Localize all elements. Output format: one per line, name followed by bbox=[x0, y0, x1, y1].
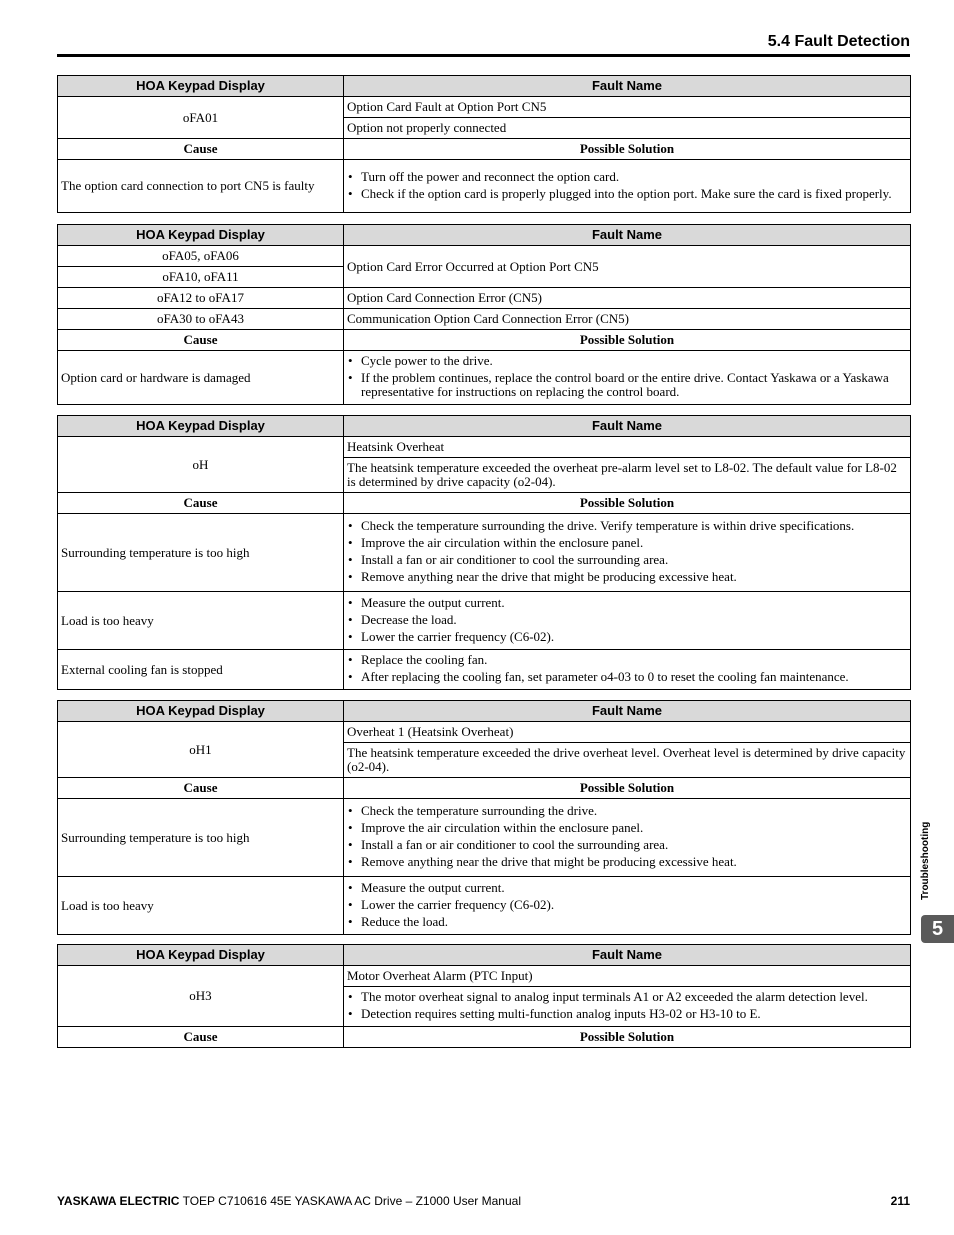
section-title: 5.4 Fault Detection bbox=[767, 33, 910, 50]
keypad-display-code: oFA12 to oFA17 bbox=[58, 288, 344, 309]
keypad-display-code: oFA05, oFA06 bbox=[58, 246, 344, 267]
solution-item: • Cycle power to the drive. bbox=[347, 354, 907, 368]
solution-item: • Remove anything near the drive that might be producing excessive heat. bbox=[347, 855, 907, 869]
fault-name: Communication Option Card Connection Error (CN5) bbox=[344, 309, 911, 330]
header-hoa-keypad-display: HOA Keypad Display bbox=[58, 416, 344, 437]
cause-text: Surrounding temperature is too high bbox=[58, 799, 344, 877]
header-hoa-keypad-display: HOA Keypad Display bbox=[58, 701, 344, 722]
header-fault-name: Fault Name bbox=[344, 945, 911, 966]
cause-text: Load is too heavy bbox=[58, 877, 344, 935]
header-possible-solution: Possible Solution bbox=[344, 1027, 911, 1048]
header-rule bbox=[57, 54, 910, 57]
solution-item: • If the problem continues, replace the control board or the entire drive. Contact Yaskawa or a Yaskawa representative for instructions on replacing the control board. bbox=[347, 371, 907, 399]
keypad-display-code: oFA10, oFA11 bbox=[58, 267, 344, 288]
fault-table-oh3 bbox=[57, 944, 911, 1048]
solution-item: • Turn off the power and reconnect the option card. bbox=[347, 170, 907, 184]
solution-item: • Remove anything near the drive that might be producing excessive heat. bbox=[347, 570, 907, 584]
keypad-display-code: oH3 bbox=[58, 966, 344, 1027]
solution-item: • Decrease the load. bbox=[347, 613, 907, 627]
fault-name: Overheat 1 (Heatsink Overheat) bbox=[344, 722, 911, 743]
header-hoa-keypad-display: HOA Keypad Display bbox=[58, 945, 344, 966]
header-fault-name: Fault Name bbox=[344, 416, 911, 437]
solution-list bbox=[347, 519, 907, 584]
solution-list bbox=[347, 596, 907, 644]
keypad-display-code: oFA01 bbox=[58, 97, 344, 139]
solution-cell bbox=[344, 160, 911, 213]
solution-item: • Improve the air circulation within the enclosure panel. bbox=[347, 821, 907, 835]
solution-item: • Improve the air circulation within the enclosure panel. bbox=[347, 536, 907, 550]
header-fault-name: Fault Name bbox=[344, 225, 911, 246]
fault-description-item: • The motor overheat signal to analog input terminals A1 or A2 exceeded the alarm detection level. bbox=[347, 990, 907, 1004]
chapter-side-label: Troubleshooting bbox=[920, 821, 931, 900]
keypad-display-code: oFA30 to oFA43 bbox=[58, 309, 344, 330]
header-cause: Cause bbox=[58, 139, 344, 160]
solution-item: • Install a fan or air conditioner to cool the surrounding area. bbox=[347, 838, 907, 852]
header-cause: Cause bbox=[58, 778, 344, 799]
solution-list bbox=[347, 804, 907, 869]
header-fault-name: Fault Name bbox=[344, 76, 911, 97]
solution-item: • Check if the option card is properly plugged into the option port. Make sure the card is fixed properly. bbox=[347, 187, 907, 201]
header-fault-name: Fault Name bbox=[344, 701, 911, 722]
cause-text: Load is too heavy bbox=[58, 592, 344, 650]
header-cause: Cause bbox=[58, 493, 344, 514]
fault-description: The heatsink temperature exceeded the overheat pre-alarm level set to L8-02. The default value for L8-02 is determined by drive capacity (o2-04). bbox=[344, 458, 911, 493]
cause-text: The option card connection to port CN5 is faulty bbox=[58, 160, 344, 213]
solution-item: • Lower the carrier frequency (C6-02). bbox=[347, 630, 907, 644]
page-number: 211 bbox=[890, 1194, 910, 1208]
header-possible-solution: Possible Solution bbox=[344, 778, 911, 799]
footer-doc-info bbox=[57, 1194, 521, 1208]
header-possible-solution: Possible Solution bbox=[344, 330, 911, 351]
solution-item: • Reduce the load. bbox=[347, 915, 907, 929]
fault-table-ofa01 bbox=[57, 75, 911, 213]
header-hoa-keypad-display: HOA Keypad Display bbox=[58, 76, 344, 97]
solution-item: • Measure the output current. bbox=[347, 881, 907, 895]
solution-cell bbox=[344, 877, 911, 935]
solution-list bbox=[347, 653, 907, 684]
solution-cell bbox=[344, 799, 911, 877]
solution-cell bbox=[344, 514, 911, 592]
fault-table-ofa05-ofa43 bbox=[57, 224, 911, 405]
fault-name: Heatsink Overheat bbox=[344, 437, 911, 458]
keypad-display-code: oH bbox=[58, 437, 344, 493]
header-hoa-keypad-display: HOA Keypad Display bbox=[58, 225, 344, 246]
solution-item: • Replace the cooling fan. bbox=[347, 653, 907, 667]
solution-cell bbox=[344, 351, 911, 405]
fault-table-oh1 bbox=[57, 700, 911, 935]
keypad-display-code: oH1 bbox=[58, 722, 344, 778]
solution-item: • Check the temperature surrounding the drive. bbox=[347, 804, 907, 818]
solution-list bbox=[347, 170, 907, 201]
cause-text: Surrounding temperature is too high bbox=[58, 514, 344, 592]
solution-item: • Check the temperature surrounding the drive. Verify temperature is within drive specifications. bbox=[347, 519, 907, 533]
header-possible-solution: Possible Solution bbox=[344, 139, 911, 160]
solution-cell bbox=[344, 650, 911, 690]
fault-description-item: • Detection requires setting multi-function analog inputs H3-02 or H3-10 to E. bbox=[347, 1007, 907, 1021]
fault-description-list bbox=[347, 990, 907, 1021]
solution-item: • After replacing the cooling fan, set parameter o4-03 to 0 to reset the cooling fan maintenance. bbox=[347, 670, 907, 684]
header-cause: Cause bbox=[58, 330, 344, 351]
chapter-number-tab: 5 bbox=[921, 915, 954, 943]
header-possible-solution: Possible Solution bbox=[344, 493, 911, 514]
header-cause: Cause bbox=[58, 1027, 344, 1048]
fault-description: The heatsink temperature exceeded the drive overheat level. Overheat level is determined by drive capacity (o2-04). bbox=[344, 743, 911, 778]
fault-name: Motor Overheat Alarm (PTC Input) bbox=[344, 966, 911, 987]
solution-list bbox=[347, 354, 907, 399]
solution-list bbox=[347, 881, 907, 929]
fault-name: Option Card Fault at Option Port CN5 bbox=[344, 97, 911, 118]
cause-text: Option card or hardware is damaged bbox=[58, 351, 344, 405]
fault-description: Option not properly connected bbox=[344, 118, 911, 139]
cause-text: External cooling fan is stopped bbox=[58, 650, 344, 690]
fault-description-cell bbox=[344, 987, 911, 1027]
fault-name: Option Card Connection Error (CN5) bbox=[344, 288, 911, 309]
solution-item: • Measure the output current. bbox=[347, 596, 907, 610]
solution-cell bbox=[344, 592, 911, 650]
solution-item: • Install a fan or air conditioner to cool the surrounding area. bbox=[347, 553, 907, 567]
footer-doc-title: TOEP C710616 45E YASKAWA AC Drive – Z1000 User Manual bbox=[182, 1194, 521, 1208]
fault-name: Option Card Error Occurred at Option Port CN5 bbox=[344, 246, 911, 288]
footer-brand: YASKAWA ELECTRIC bbox=[57, 1194, 180, 1208]
solution-item: • Lower the carrier frequency (C6-02). bbox=[347, 898, 907, 912]
fault-table-oh bbox=[57, 415, 911, 690]
